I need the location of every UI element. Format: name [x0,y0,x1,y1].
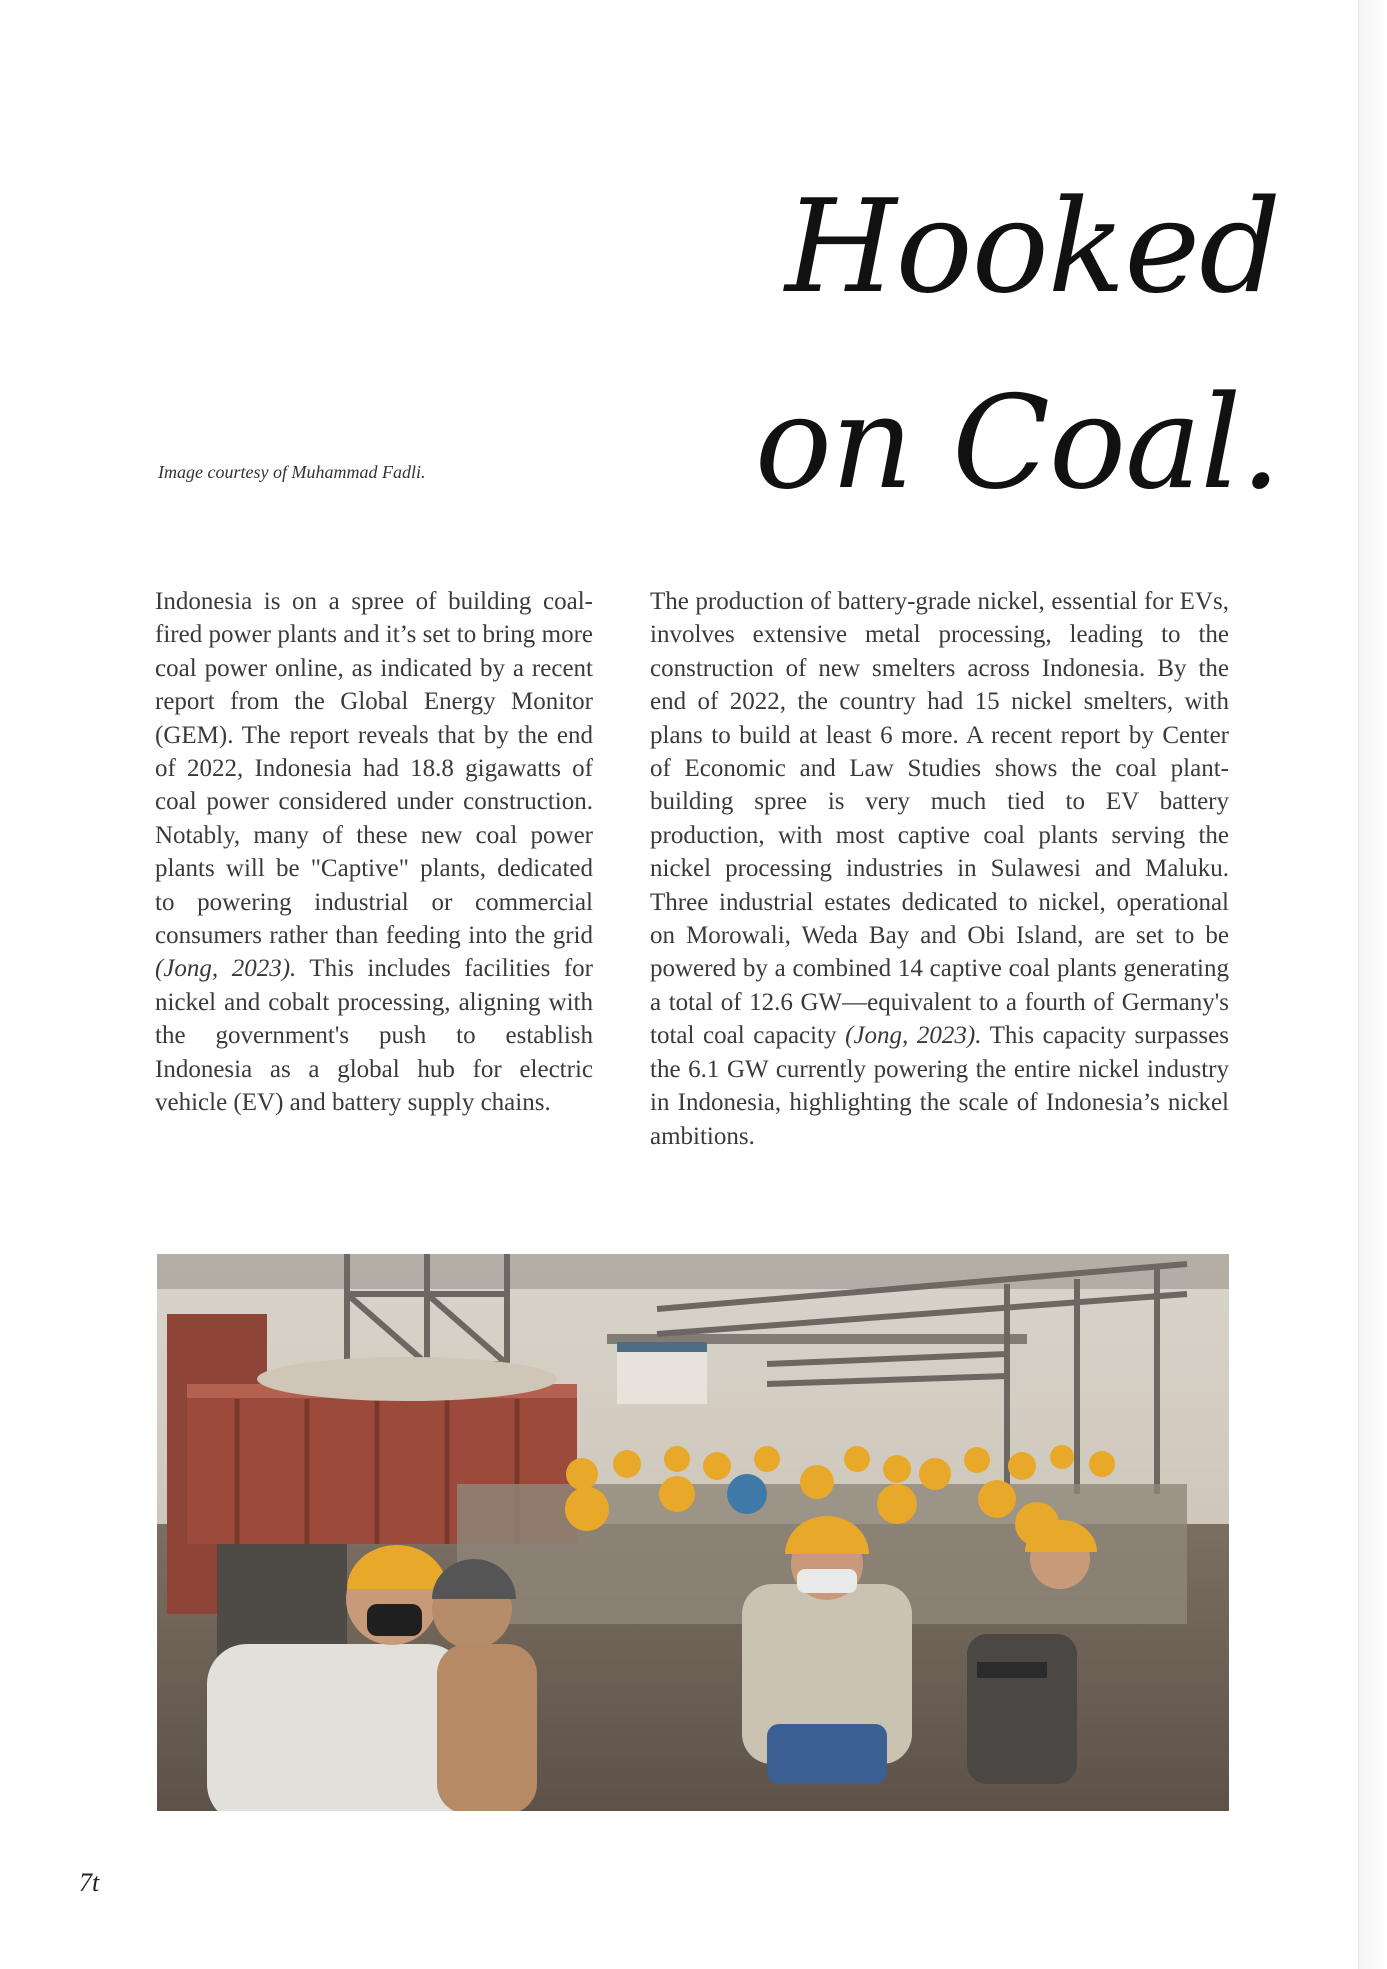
article-column-right [650,585,1229,1153]
left-column-text: Indonesia is on a spree of building coal-fired power plants and it’s set to bring more coal power online, as indicated by a recent report from the Global Energy Monitor (GEM). The report reveals that by the end of 2022, Indonesia had 18.8 gigawatts of coal power considered under construction. Notably, many of these new coal power plants will be "Captive" plants, dedicated to powering industrial or commercial consumers rather than feeding into the grid [155,588,593,950]
left-column-text-end: This includes facilities for nickel and cobalt processing, aligning with the government's push to establish Indonesia as a global hub for electric vehicle (EV) and battery supply chains. [155,955,594,1117]
title-line-1: Hooked [785,173,1280,322]
title-line-2: on Coal. [754,369,1280,518]
article-title [720,150,1280,542]
workers-on-motorbikes-photo [157,1254,1229,1811]
image-credit: Image courtesy of Muhammad Fadli. [158,462,426,482]
photo-illustration [157,1254,1229,1811]
page-edge-shadow [1358,0,1387,1969]
article-column-left [155,585,593,1120]
right-column-text: The production of battery-grade nickel, essential for EVs, involves extensive metal processing, leading to the construction of new smelters across Indonesia. By the end of 2022, the country had 15 nickel smelters, with plans to build at least 6 more. A recent report by Center of Economic and Law Studies shows the coal plant-building spree is very much tied to EV battery production, with most captive coal plants serving the nickel processing industries in Sulawesi and Maluku. Three industrial estates dedicated to nickel, operational on Morowali, Weda Bay and Obi Island, are set to be powered by a combined 14 captive coal plants generating a total of 12.6 GW—equivalent to a fourth of Germany's total coal capacity [650,588,1229,1050]
right-column-text-end: This capacity surpasses the 6.1 GW currently powering the entire nickel industry in Indonesia, highlighting the scale of Indonesia’s nickel ambitions. [650,1022,1229,1150]
left-column-citation: (Jong, 2023). [155,955,297,983]
page-number: 7t [79,1868,100,1897]
right-column-citation: (Jong, 2023). [845,1022,982,1050]
